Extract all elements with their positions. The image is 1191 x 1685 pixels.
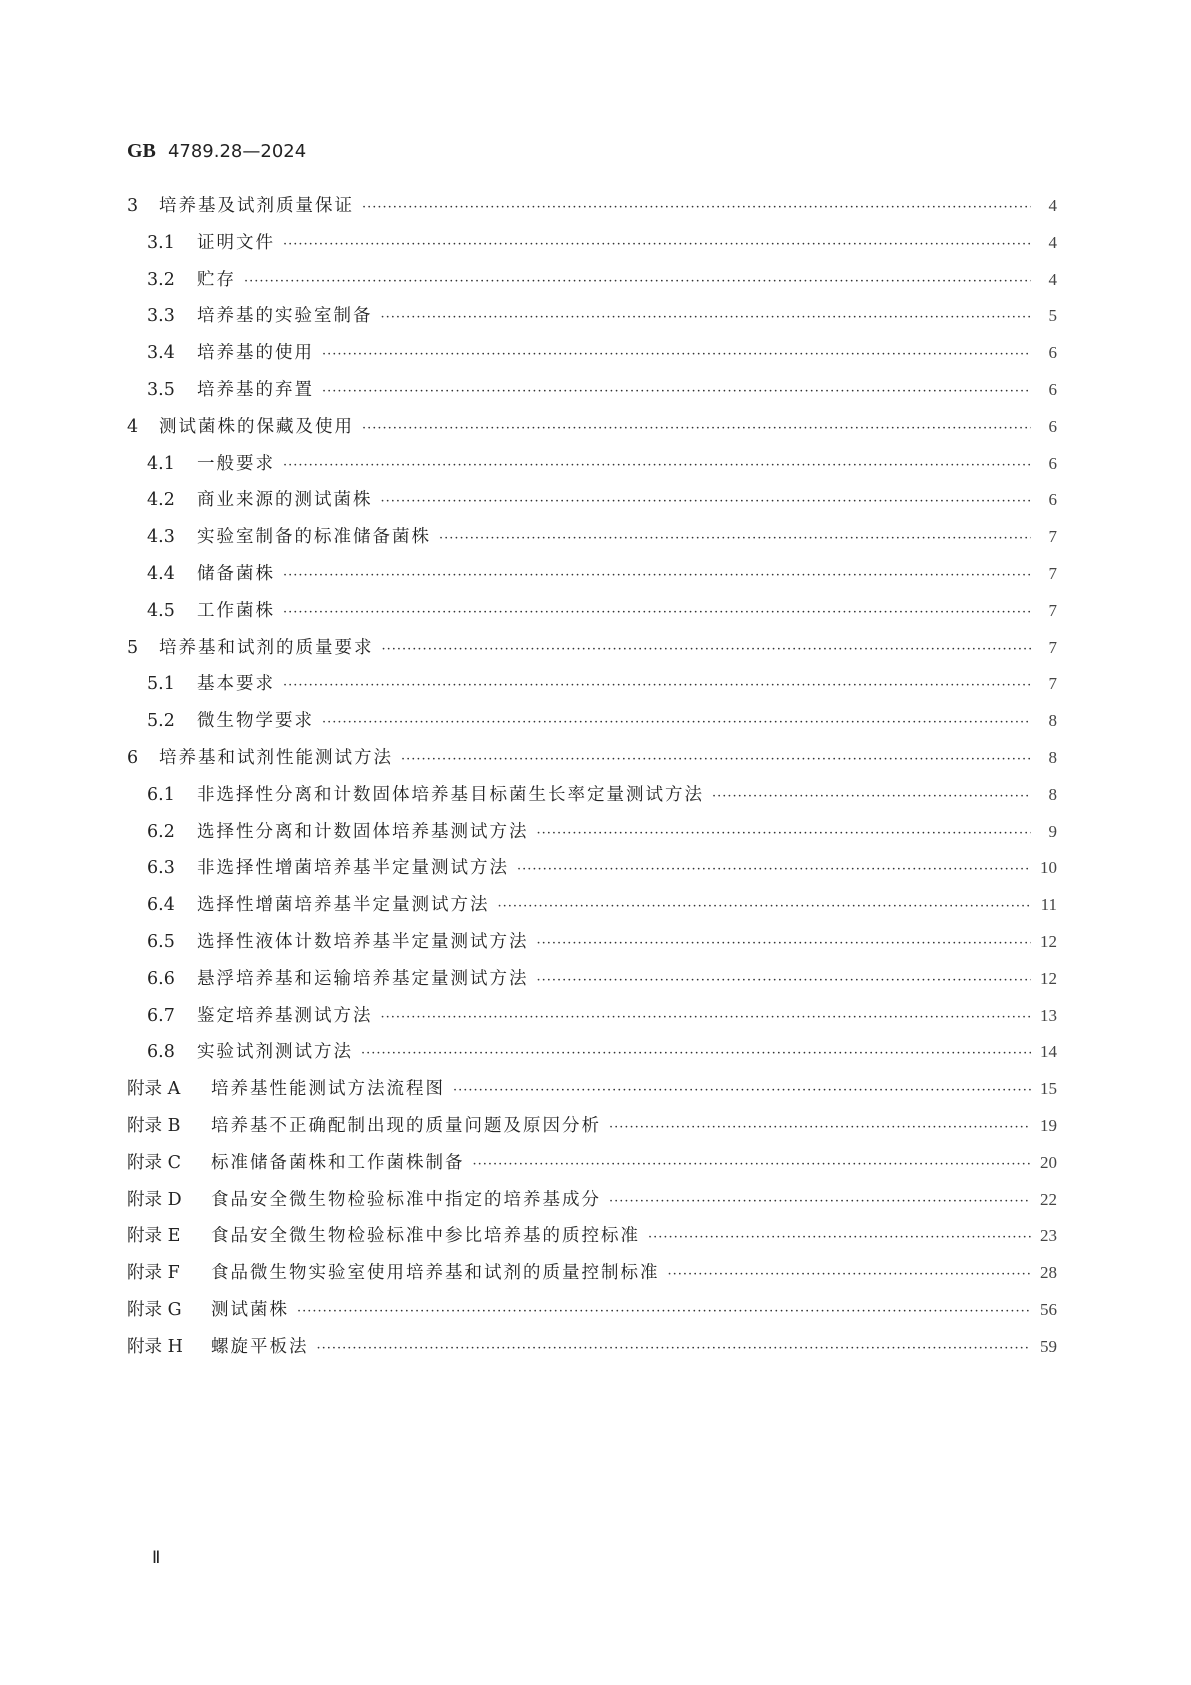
toc-entry[interactable]: [127, 634, 1057, 671]
toc-entry-title[interactable]: 非选择性增菌培养基半定量测试方法: [197, 858, 509, 879]
toc-entry[interactable]: [127, 1222, 1057, 1259]
dot-leader: [283, 568, 1031, 583]
document-header: [127, 140, 306, 163]
toc-entry[interactable]: [127, 1259, 1057, 1296]
toc-entry-number: 3.3: [147, 306, 175, 327]
dot-leader: [517, 862, 1031, 877]
toc-entry-number: 4.1: [147, 453, 175, 474]
toc-entry[interactable]: [127, 229, 1057, 266]
toc-entry-page[interactable]: 11: [1040, 895, 1057, 915]
toc-entry-title[interactable]: 商业来源的测试菌株: [197, 490, 373, 511]
toc-entry-number: 3.1: [147, 232, 175, 253]
toc-entry-number: 6.4: [147, 895, 175, 916]
toc-entry-number: 4.2: [147, 490, 175, 511]
table-of-contents: [127, 192, 1057, 1370]
toc-entry[interactable]: [127, 707, 1057, 744]
toc-entry[interactable]: [127, 1112, 1057, 1149]
toc-entry[interactable]: [127, 486, 1057, 523]
toc-entry-title[interactable]: 培养基的弃置: [197, 379, 314, 400]
toc-entry-title[interactable]: 悬浮培养基和运输培养基定量测试方法: [197, 968, 529, 989]
toc-entry-number: 3.5: [147, 379, 175, 400]
dot-leader: [609, 1120, 1031, 1135]
dot-leader: [537, 826, 1032, 841]
toc-entry[interactable]: [127, 891, 1057, 928]
toc-entry-number: 6.6: [147, 968, 175, 989]
toc-entry-page[interactable]: 22: [1040, 1189, 1057, 1209]
toc-entry-number: 5.1: [147, 674, 175, 695]
toc-entry-page[interactable]: 4: [1048, 196, 1057, 215]
toc-entry-page[interactable]: 56: [1040, 1299, 1057, 1319]
toc-entry-title[interactable]: 基本要求: [197, 674, 275, 695]
toc-entry-title[interactable]: 食品安全微生物检验标准中参比培养基的质控标准: [211, 1226, 640, 1247]
toc-entry-page[interactable]: 6: [1048, 379, 1057, 399]
toc-entry-title[interactable]: 微生物学要求: [197, 711, 314, 732]
toc-entry[interactable]: [127, 781, 1057, 818]
toc-entry-page[interactable]: 7: [1048, 637, 1057, 657]
toc-entry-page[interactable]: 8: [1048, 747, 1057, 767]
dot-leader: [381, 1010, 1032, 1025]
toc-entry[interactable]: [127, 266, 1057, 303]
standard-prefix: GB: [127, 140, 156, 162]
dot-leader: [283, 237, 1031, 252]
dot-leader: [381, 494, 1032, 509]
toc-entry-title[interactable]: 测试菌株的保藏及使用: [159, 416, 354, 437]
dot-leader: [453, 1083, 1031, 1098]
toc-entry[interactable]: [127, 1333, 1057, 1370]
toc-entry[interactable]: [127, 597, 1057, 634]
dot-leader: [283, 605, 1031, 620]
toc-entry[interactable]: [127, 1296, 1057, 1333]
toc-entry[interactable]: [127, 339, 1057, 376]
standard-number: 4789.28—2024: [167, 141, 307, 162]
toc-entry-page[interactable]: 19: [1040, 1115, 1057, 1135]
toc-entry-page[interactable]: 8: [1048, 784, 1057, 804]
dot-leader: [322, 715, 1031, 730]
toc-entry[interactable]: [127, 744, 1057, 781]
toc-entry-number: 6.7: [147, 1005, 175, 1026]
toc-entry-number: 4.5: [147, 600, 175, 621]
toc-entry[interactable]: [127, 523, 1057, 560]
toc-entry-number: 附录 D: [127, 1189, 182, 1210]
dot-leader: [361, 1046, 1031, 1061]
toc-entry[interactable]: [127, 1186, 1057, 1223]
dot-leader: [322, 384, 1031, 399]
toc-entry-title[interactable]: 食品安全微生物检验标准中指定的培养基成分: [211, 1189, 601, 1210]
toc-entry-number: 5.2: [147, 711, 175, 732]
toc-entry-title[interactable]: 实验室制备的标准储备菌株: [197, 527, 431, 548]
dot-leader: [498, 899, 1032, 914]
toc-entry-title[interactable]: 培养基及试剂质量保证: [159, 196, 354, 216]
toc-entry-page[interactable]: 59: [1040, 1336, 1057, 1356]
toc-entry-number: 附录 E: [127, 1226, 181, 1247]
toc-entry[interactable]: [127, 376, 1057, 413]
toc-entry-number: 3.4: [147, 343, 175, 364]
dot-leader: [362, 421, 1031, 436]
toc-entry[interactable]: [127, 302, 1057, 339]
toc-entry-number: 6.2: [147, 821, 175, 842]
toc-entry-page[interactable]: 28: [1040, 1263, 1057, 1283]
dot-leader: [712, 789, 1031, 804]
toc-entry-title[interactable]: 实验试剂测试方法: [197, 1042, 353, 1063]
toc-entry[interactable]: [127, 1149, 1057, 1186]
toc-entry-number: 4: [127, 416, 139, 437]
toc-entry-number: 6: [127, 747, 139, 768]
toc-entry-number: 3: [127, 196, 139, 216]
toc-entry-title[interactable]: 培养基的使用: [197, 343, 314, 364]
toc-entry-page[interactable]: 20: [1040, 1152, 1057, 1172]
toc-entry[interactable]: [127, 413, 1057, 450]
toc-entry-number: 附录 F: [127, 1263, 180, 1284]
toc-entry[interactable]: [127, 928, 1057, 965]
toc-entry-title[interactable]: 鉴定培养基测试方法: [197, 1005, 373, 1026]
dot-leader: [668, 1267, 1032, 1282]
dot-leader: [473, 1157, 1032, 1172]
toc-entry-title[interactable]: 培养基的实验室制备: [197, 306, 373, 327]
dot-leader: [381, 310, 1032, 325]
dot-leader: [537, 936, 1032, 951]
dot-leader: [297, 1304, 1031, 1319]
toc-entry-title[interactable]: 工作菌株: [197, 600, 275, 621]
dot-leader: [537, 973, 1032, 988]
toc-entry-page[interactable]: 15: [1040, 1079, 1057, 1099]
toc-entry-page[interactable]: 4: [1048, 232, 1057, 252]
toc-entry-number: 6.5: [147, 931, 175, 952]
toc-entry[interactable]: [127, 1075, 1057, 1112]
toc-entry-title[interactable]: 螺旋平板法: [211, 1336, 309, 1357]
dot-leader: [439, 531, 1031, 546]
toc-entry-title[interactable]: 培养基性能测试方法流程图: [211, 1079, 445, 1100]
toc-entry-number: 附录 A: [127, 1079, 181, 1100]
toc-entry-number: 6.8: [147, 1042, 175, 1063]
toc-entry-title[interactable]: 选择性增菌培养基半定量测试方法: [197, 895, 490, 916]
toc-entry-number: 4.4: [147, 563, 175, 584]
toc-entry[interactable]: [127, 965, 1057, 1002]
toc-entry-title[interactable]: 培养基和试剂的质量要求: [159, 637, 374, 658]
toc-entry-number: 附录 H: [127, 1336, 183, 1357]
toc-entry-title[interactable]: 测试菌株: [211, 1299, 289, 1320]
toc-entry-title[interactable]: 食品微生物实验室使用培养基和试剂的质量控制标准: [211, 1263, 660, 1284]
dot-leader: [244, 274, 1031, 289]
toc-entry-page[interactable]: 6: [1048, 453, 1057, 473]
toc-entry[interactable]: [127, 192, 1057, 229]
toc-entry-number: 4.3: [147, 527, 175, 548]
toc-entry[interactable]: [127, 560, 1057, 597]
toc-entry-title[interactable]: 非选择性分离和计数固体培养基目标菌生长率定量测试方法: [197, 784, 704, 805]
dot-leader: [401, 752, 1031, 767]
toc-entry-page[interactable]: 14: [1040, 1042, 1057, 1062]
dot-leader: [609, 1194, 1031, 1209]
toc-entry-page[interactable]: 9: [1048, 821, 1057, 841]
toc-entry-page[interactable]: 6: [1048, 416, 1057, 436]
toc-entry-number: 附录 B: [127, 1115, 181, 1136]
toc-entry-number: 6.3: [147, 858, 175, 879]
toc-entry-title[interactable]: 培养基和试剂性能测试方法: [159, 747, 393, 768]
toc-entry-number: 5: [127, 637, 139, 658]
toc-entry-title[interactable]: 标准储备菌株和工作菌株制备: [211, 1152, 465, 1173]
toc-entry-page[interactable]: 23: [1040, 1226, 1057, 1246]
dot-leader: [322, 347, 1031, 362]
toc-entry-page[interactable]: 6: [1048, 490, 1057, 510]
dot-leader: [362, 200, 1031, 215]
toc-entry-title[interactable]: 储备菌株: [197, 563, 275, 584]
toc-entry-title[interactable]: 选择性液体计数培养基半定量测试方法: [197, 931, 529, 952]
dot-leader: [317, 1341, 1032, 1356]
toc-entry-page[interactable]: 7: [1048, 527, 1057, 547]
toc-entry-page[interactable]: 4: [1048, 269, 1057, 289]
toc-entry-page[interactable]: 12: [1040, 968, 1057, 988]
toc-entry-number: 附录 G: [127, 1299, 182, 1320]
toc-entry-title[interactable]: 贮存: [197, 269, 236, 290]
dot-leader: [382, 642, 1032, 657]
toc-entry-page[interactable]: 7: [1048, 600, 1057, 620]
dot-leader: [283, 458, 1031, 473]
toc-entry[interactable]: [127, 1038, 1057, 1075]
toc-entry-title[interactable]: 选择性分离和计数固体培养基测试方法: [197, 821, 529, 842]
toc-entry-title[interactable]: 证明文件: [197, 232, 275, 253]
toc-entry-page[interactable]: 8: [1048, 711, 1057, 731]
dot-leader: [648, 1230, 1031, 1245]
toc-entry-page[interactable]: 5: [1048, 306, 1057, 326]
toc-entry[interactable]: [127, 1002, 1057, 1039]
toc-entry[interactable]: [127, 818, 1057, 855]
toc-entry-title[interactable]: 一般要求: [197, 453, 275, 474]
toc-entry-page[interactable]: 7: [1048, 674, 1057, 694]
toc-entry-page[interactable]: 6: [1048, 343, 1057, 363]
toc-entry-title[interactable]: 培养基不正确配制出现的质量问题及原因分析: [211, 1115, 601, 1136]
toc-entry-page[interactable]: 10: [1040, 858, 1057, 878]
toc-entry-page[interactable]: 7: [1048, 563, 1057, 583]
toc-entry[interactable]: [127, 450, 1057, 487]
toc-entry-number: 3.2: [147, 269, 175, 290]
toc-entry[interactable]: [127, 670, 1057, 707]
toc-entry-page[interactable]: 12: [1040, 931, 1057, 951]
toc-entry[interactable]: [127, 854, 1057, 891]
toc-entry-number: 附录 C: [127, 1152, 181, 1173]
dot-leader: [283, 678, 1031, 693]
toc-entry-page[interactable]: 13: [1040, 1005, 1057, 1025]
page-number: Ⅱ: [152, 1548, 161, 1567]
toc-entry-number: 6.1: [147, 784, 175, 805]
